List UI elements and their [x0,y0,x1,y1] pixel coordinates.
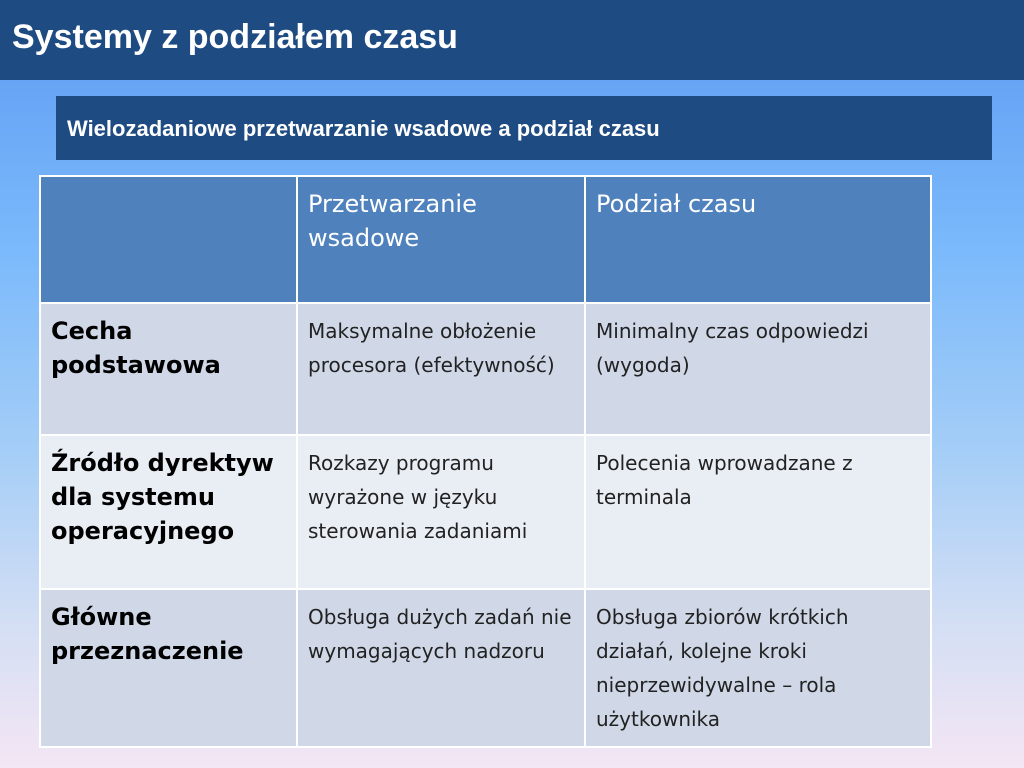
row-label-main-purpose: Główne przeznaczenie [40,589,297,747]
table-header-empty [40,176,297,303]
table-row [40,589,931,747]
subtitle-bar [56,96,992,160]
table-header-timesharing: Podział czasu [585,176,931,303]
slide-title: Systemy z podziałem czasu [12,18,458,56]
title-bar [0,0,1024,80]
table-cell: Polecenia wprowadzane z terminala [585,435,931,589]
comparison-table [39,175,932,748]
table-cell: Obsługa zbiorów krótkich działań, kolejne kroki nieprzewidywalne – rola użytkownika [585,589,931,747]
table-cell: Obsługa dużych zadań nie wymagających nadzoru [297,589,585,747]
table-cell: Minimalny czas odpowiedzi (wygoda) [585,303,931,435]
table-cell: Maksymalne obłożenie procesora (efektywność) [297,303,585,435]
row-label-directive-source: Źródło dyrektyw dla systemu operacyjnego [40,435,297,589]
table-header-batch: Przetwarzanie wsadowe [297,176,585,303]
table-header-row [40,176,931,303]
table-cell: Rozkazy programu wyrażone w języku sterowania zadaniami [297,435,585,589]
row-label-basic-feature: Cecha podstawowa [40,303,297,435]
table-row [40,303,931,435]
table-row [40,435,931,589]
slide-subtitle: Wielozadaniowe przetwarzanie wsadowe a podział czasu [67,116,660,141]
